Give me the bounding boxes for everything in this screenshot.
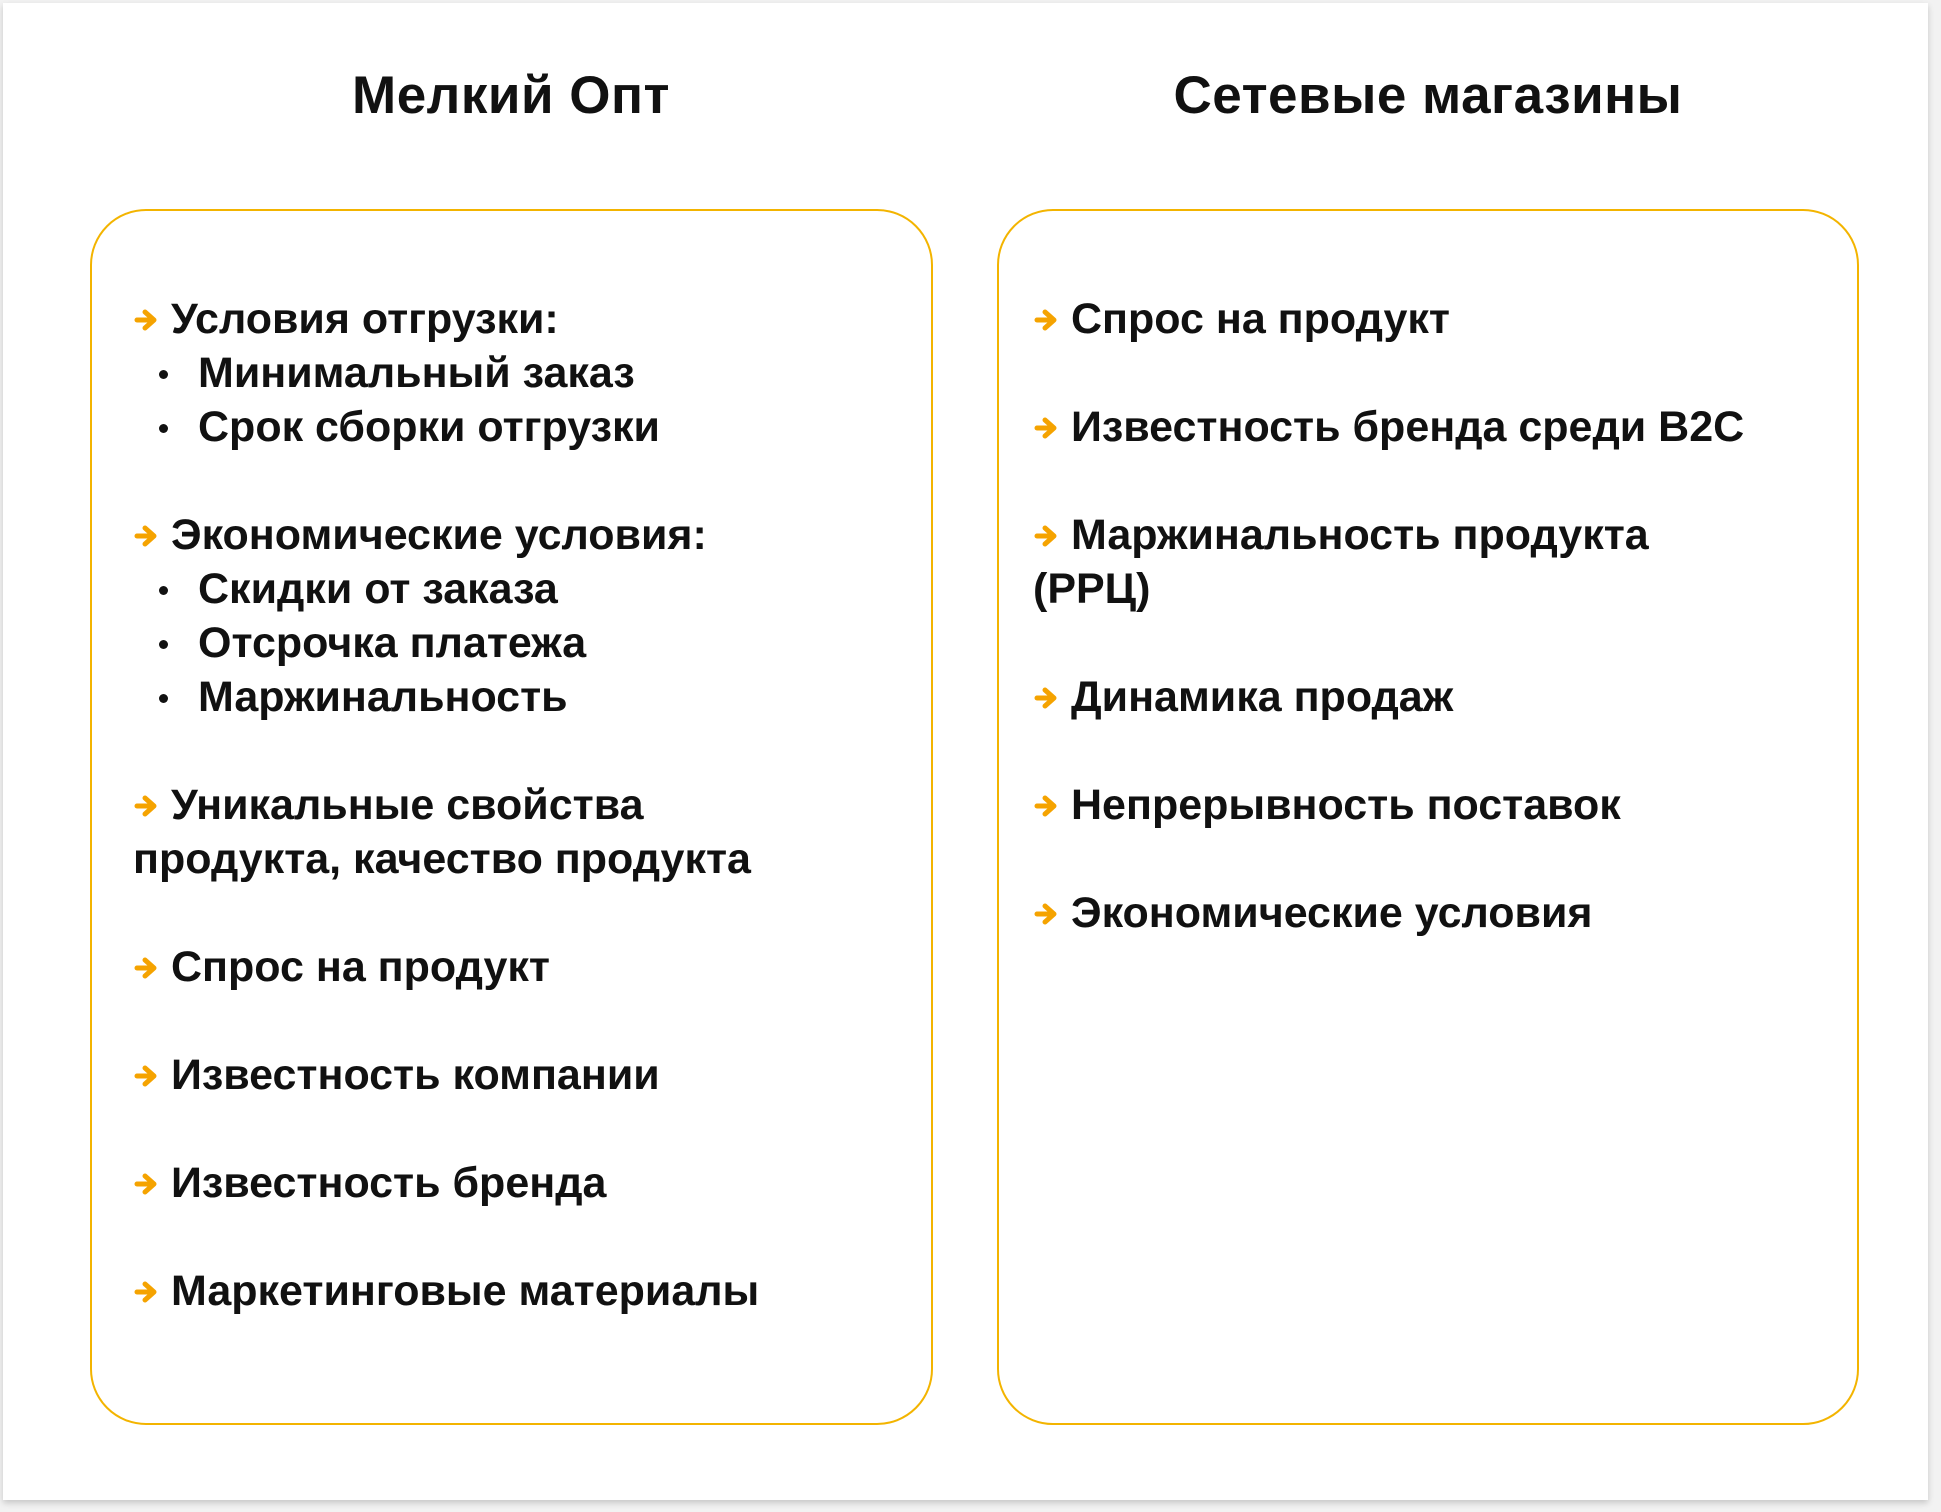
arrow-right-icon bbox=[133, 955, 159, 981]
right-column-title: Сетевые магазины bbox=[1173, 66, 1683, 125]
list-item-continuation: (РРЦ) bbox=[1033, 565, 1151, 613]
arrow-right-icon bbox=[133, 1279, 159, 1305]
bullet-icon bbox=[159, 424, 168, 433]
arrow-right-icon bbox=[1033, 415, 1059, 441]
list-item-sales-dynamics bbox=[1033, 670, 1453, 724]
list-item-economic-terms bbox=[1033, 886, 1593, 940]
list-item-demand bbox=[1033, 292, 1450, 346]
list-item-label: Уникальные свойства bbox=[171, 781, 644, 829]
arrow-right-icon bbox=[133, 523, 159, 549]
list-item-product-margin bbox=[1033, 508, 1649, 616]
list-item-label: Спрос на продукт bbox=[1071, 295, 1450, 343]
list-item-label: Известность бренда среди B2C bbox=[1071, 403, 1745, 451]
sub-list-item bbox=[133, 346, 660, 400]
list-item-label: Маркетинговые материалы bbox=[171, 1267, 760, 1315]
arrow-right-icon bbox=[133, 1171, 159, 1197]
arrow-right-icon bbox=[133, 793, 159, 819]
list-item-supply-continuity bbox=[1033, 778, 1621, 832]
sub-list-item-label: Скидки от заказа bbox=[198, 565, 558, 613]
list-item-label: Экономические условия: bbox=[171, 511, 707, 559]
list-item-label: Спрос на продукт bbox=[171, 943, 550, 991]
list-item-label: Условия отгрузки: bbox=[171, 295, 559, 343]
list-item-economic-terms bbox=[133, 508, 707, 724]
list-item-label: Известность компании bbox=[171, 1051, 660, 1099]
list-item-company-awareness bbox=[133, 1048, 660, 1102]
sub-list-item-label: Срок сборки отгрузки bbox=[198, 403, 660, 451]
list-item-label: Непрерывность поставок bbox=[1071, 781, 1621, 829]
sub-list-item-label: Отсрочка платежа bbox=[198, 619, 587, 667]
list-item-marketing-materials bbox=[133, 1264, 759, 1318]
list-item-brand-awareness-b2c bbox=[1033, 400, 1744, 454]
list-item-shipping-terms bbox=[133, 292, 660, 454]
bullet-icon bbox=[159, 370, 168, 379]
list-item-label: Экономические условия bbox=[1071, 889, 1593, 937]
arrow-right-icon bbox=[1033, 307, 1059, 333]
sub-list-item bbox=[133, 616, 707, 670]
arrow-right-icon bbox=[1033, 901, 1059, 927]
arrow-right-icon bbox=[133, 307, 159, 333]
left-column-title: Мелкий Опт bbox=[352, 66, 670, 125]
sub-list-item bbox=[133, 562, 707, 616]
sub-list-item-label: Маржинальность bbox=[198, 673, 568, 721]
list-item-label: Динамика продаж bbox=[1071, 673, 1454, 721]
arrow-right-icon bbox=[133, 1063, 159, 1089]
list-item-unique-properties bbox=[133, 778, 751, 886]
arrow-right-icon bbox=[1033, 685, 1059, 711]
list-item-label: Маржинальность продукта bbox=[1071, 511, 1649, 559]
sub-list-item-label: Минимальный заказ bbox=[198, 349, 635, 397]
list-item-continuation: продукта, качество продукта bbox=[133, 835, 751, 883]
bullet-icon bbox=[159, 640, 168, 649]
arrow-right-icon bbox=[1033, 523, 1059, 549]
sub-list bbox=[133, 346, 660, 454]
sub-list-item bbox=[133, 670, 707, 724]
slide bbox=[3, 3, 1928, 1500]
bullet-icon bbox=[159, 586, 168, 595]
bullet-icon bbox=[159, 694, 168, 703]
sub-list bbox=[133, 562, 707, 724]
list-item-label: Известность бренда bbox=[171, 1159, 607, 1207]
list-item-demand bbox=[133, 940, 550, 994]
list-item-brand-awareness bbox=[133, 1156, 606, 1210]
sub-list-item bbox=[133, 400, 660, 454]
arrow-right-icon bbox=[1033, 793, 1059, 819]
